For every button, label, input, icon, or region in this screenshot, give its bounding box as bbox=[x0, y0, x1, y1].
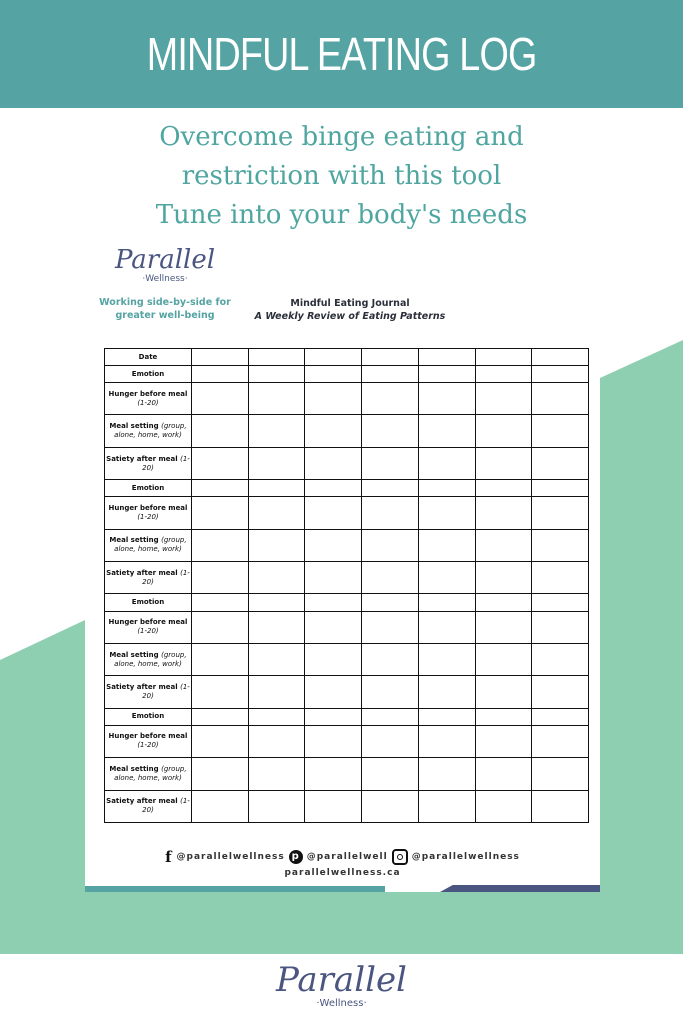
table-row bbox=[105, 758, 589, 790]
log-cell[interactable] bbox=[362, 708, 419, 725]
subtitle-line-3: Tune into your body's needs bbox=[155, 200, 528, 230]
row-label bbox=[105, 790, 192, 822]
log-cell[interactable] bbox=[248, 758, 305, 790]
row-label-text: Meal setting bbox=[109, 650, 159, 659]
log-cell[interactable] bbox=[532, 594, 589, 611]
table-row bbox=[105, 594, 589, 611]
log-cell[interactable] bbox=[248, 383, 305, 415]
row-label-note: (1-20) bbox=[137, 513, 159, 521]
log-cell[interactable] bbox=[305, 349, 362, 366]
log-cell[interactable] bbox=[418, 480, 475, 497]
log-cell[interactable] bbox=[362, 594, 419, 611]
log-cell[interactable] bbox=[305, 415, 362, 447]
log-cell[interactable] bbox=[192, 366, 249, 383]
log-cell[interactable] bbox=[532, 643, 589, 675]
log-cell[interactable] bbox=[532, 708, 589, 725]
log-cell[interactable] bbox=[192, 611, 249, 643]
bottom-logo-name: Parallel bbox=[276, 960, 407, 1000]
log-cell[interactable] bbox=[192, 676, 249, 708]
table-row bbox=[105, 366, 589, 383]
log-cell[interactable] bbox=[248, 480, 305, 497]
log-cell[interactable] bbox=[192, 758, 249, 790]
log-cell[interactable] bbox=[248, 676, 305, 708]
log-cell[interactable] bbox=[362, 349, 419, 366]
log-cell[interactable] bbox=[362, 480, 419, 497]
log-cell[interactable] bbox=[248, 366, 305, 383]
row-label bbox=[105, 366, 192, 383]
row-label-note: (1-20) bbox=[137, 627, 159, 636]
table-row bbox=[105, 497, 589, 529]
log-cell[interactable] bbox=[305, 708, 362, 725]
log-cell[interactable] bbox=[305, 790, 362, 822]
log-cell[interactable] bbox=[475, 708, 532, 725]
table-row bbox=[105, 611, 589, 643]
log-cell[interactable] bbox=[362, 676, 419, 708]
table-row bbox=[105, 790, 589, 822]
row-label bbox=[105, 349, 192, 366]
sheet-logo-name: Parallel bbox=[114, 245, 216, 275]
row-label bbox=[105, 480, 192, 497]
log-cell[interactable] bbox=[248, 611, 305, 643]
sheet-logo bbox=[100, 246, 230, 284]
log-cell[interactable] bbox=[305, 676, 362, 708]
log-cell[interactable] bbox=[418, 676, 475, 708]
log-cell[interactable] bbox=[475, 676, 532, 708]
table-row bbox=[105, 480, 589, 497]
row-label-note: (group, alone, home, work) bbox=[114, 536, 187, 554]
log-cell[interactable] bbox=[192, 643, 249, 675]
log-cell[interactable] bbox=[248, 349, 305, 366]
row-label bbox=[105, 643, 192, 675]
facebook-icon: f bbox=[165, 848, 173, 866]
page-title: MINDFUL EATING LOG bbox=[146, 28, 537, 80]
log-cell[interactable] bbox=[362, 758, 419, 790]
tagline-line-2: greater well-being bbox=[115, 310, 215, 321]
subtitle-line-1: Overcome binge eating and bbox=[159, 122, 524, 152]
log-cell[interactable] bbox=[192, 725, 249, 757]
log-cell[interactable] bbox=[418, 529, 475, 561]
table-row bbox=[105, 676, 589, 708]
log-cell[interactable] bbox=[362, 497, 419, 529]
log-cell[interactable] bbox=[475, 643, 532, 675]
log-cell[interactable] bbox=[475, 349, 532, 366]
instagram-handle: @parallelwellness bbox=[411, 852, 520, 862]
log-cell[interactable] bbox=[248, 790, 305, 822]
log-cell[interactable] bbox=[418, 758, 475, 790]
log-cell[interactable] bbox=[362, 366, 419, 383]
log-cell[interactable] bbox=[532, 383, 589, 415]
log-cell[interactable] bbox=[475, 383, 532, 415]
log-cell[interactable] bbox=[532, 415, 589, 447]
log-cell[interactable] bbox=[418, 383, 475, 415]
log-cell[interactable] bbox=[305, 480, 362, 497]
row-label-text: Emotion bbox=[131, 712, 165, 721]
log-cell[interactable] bbox=[192, 790, 249, 822]
log-cell[interactable] bbox=[475, 611, 532, 643]
row-label-note: (1-20) bbox=[137, 398, 159, 407]
row-label bbox=[105, 758, 192, 790]
log-cell[interactable] bbox=[418, 447, 475, 479]
log-cell[interactable] bbox=[362, 562, 419, 594]
row-label-text: Satiety after meal bbox=[106, 454, 178, 463]
row-label-text: Emotion bbox=[131, 369, 165, 378]
row-label bbox=[105, 529, 192, 561]
log-cell[interactable] bbox=[532, 725, 589, 757]
log-cell[interactable] bbox=[475, 366, 532, 383]
log-cell[interactable] bbox=[475, 447, 532, 479]
table-row bbox=[105, 643, 589, 675]
log-cell[interactable] bbox=[305, 643, 362, 675]
log-cell[interactable] bbox=[532, 497, 589, 529]
table-row bbox=[105, 529, 589, 561]
log-cell[interactable] bbox=[418, 349, 475, 366]
log-cell[interactable] bbox=[362, 790, 419, 822]
row-label bbox=[105, 611, 192, 643]
row-label bbox=[105, 708, 192, 725]
subtitle-line-2: restriction with this tool bbox=[181, 161, 502, 191]
log-cell[interactable] bbox=[192, 349, 249, 366]
navy-stripe bbox=[440, 885, 600, 892]
log-cell[interactable] bbox=[418, 594, 475, 611]
log-cell[interactable] bbox=[418, 725, 475, 757]
facebook-handle: @parallelwellness bbox=[176, 852, 285, 862]
log-cell[interactable] bbox=[418, 562, 475, 594]
row-label-text: Hunger before meal bbox=[108, 504, 188, 512]
eating-log-table bbox=[104, 348, 589, 823]
row-label-text: Meal setting bbox=[109, 764, 159, 773]
table-row bbox=[105, 708, 589, 725]
log-cell[interactable] bbox=[192, 594, 249, 611]
log-cell[interactable] bbox=[362, 529, 419, 561]
table-row bbox=[105, 415, 589, 447]
row-label bbox=[105, 562, 192, 594]
log-cell[interactable] bbox=[192, 447, 249, 479]
row-label bbox=[105, 594, 192, 611]
log-cell[interactable] bbox=[475, 725, 532, 757]
log-cell[interactable] bbox=[305, 447, 362, 479]
log-cell[interactable] bbox=[248, 708, 305, 725]
table-row bbox=[105, 349, 589, 366]
row-label-note: (1-20) bbox=[142, 683, 190, 700]
log-cell[interactable] bbox=[418, 643, 475, 675]
log-cell[interactable] bbox=[248, 594, 305, 611]
row-label-text: Hunger before meal bbox=[108, 389, 188, 398]
log-cell[interactable] bbox=[475, 562, 532, 594]
log-cell[interactable] bbox=[532, 611, 589, 643]
log-cell[interactable] bbox=[362, 643, 419, 675]
row-label bbox=[105, 383, 192, 415]
log-cell[interactable] bbox=[418, 790, 475, 822]
row-label-text: Satiety after meal bbox=[106, 683, 178, 691]
log-cell[interactable] bbox=[192, 415, 249, 447]
log-cell[interactable] bbox=[305, 529, 362, 561]
log-cell[interactable] bbox=[475, 480, 532, 497]
log-cell[interactable] bbox=[475, 529, 532, 561]
log-cell[interactable] bbox=[305, 611, 362, 643]
sheet-tagline bbox=[85, 296, 245, 322]
log-cell[interactable] bbox=[532, 349, 589, 366]
log-cell[interactable] bbox=[192, 708, 249, 725]
row-label-text: Emotion bbox=[131, 483, 165, 492]
log-cell[interactable] bbox=[532, 529, 589, 561]
log-cell[interactable] bbox=[418, 415, 475, 447]
log-cell[interactable] bbox=[532, 447, 589, 479]
sheet-logo-sub: ·Wellness· bbox=[142, 274, 188, 284]
website-url: parallelwellness.ca bbox=[284, 868, 401, 878]
log-cell[interactable] bbox=[475, 594, 532, 611]
row-label-text: Meal setting bbox=[109, 536, 159, 545]
row-label-text: Date bbox=[138, 352, 158, 361]
log-cell[interactable] bbox=[305, 383, 362, 415]
table-row bbox=[105, 447, 589, 479]
pinterest-icon: p bbox=[289, 850, 303, 864]
log-cell[interactable] bbox=[418, 366, 475, 383]
table-row bbox=[105, 725, 589, 757]
bottom-logo bbox=[270, 962, 413, 1009]
log-cell[interactable] bbox=[248, 415, 305, 447]
log-cell[interactable] bbox=[248, 562, 305, 594]
row-label-note: (group, alone, home, work) bbox=[114, 764, 187, 782]
log-cell[interactable] bbox=[192, 383, 249, 415]
log-cell[interactable] bbox=[305, 562, 362, 594]
log-cell[interactable] bbox=[362, 447, 419, 479]
title-banner bbox=[0, 0, 683, 108]
row-label-text: Meal setting bbox=[109, 422, 159, 431]
log-cell[interactable] bbox=[248, 529, 305, 561]
log-cell[interactable] bbox=[192, 497, 249, 529]
row-label bbox=[105, 415, 192, 447]
instagram-icon bbox=[392, 849, 408, 865]
log-cell[interactable] bbox=[532, 562, 589, 594]
log-cell[interactable] bbox=[192, 480, 249, 497]
log-cell[interactable] bbox=[192, 529, 249, 561]
row-label bbox=[105, 447, 192, 479]
log-cell[interactable] bbox=[418, 611, 475, 643]
log-cell[interactable] bbox=[532, 758, 589, 790]
journal-heading bbox=[240, 297, 460, 323]
log-cell[interactable] bbox=[305, 366, 362, 383]
tagline-line-1: Working side-by-side for bbox=[99, 297, 231, 308]
row-label-note: (1-20) bbox=[142, 454, 190, 472]
log-cell[interactable] bbox=[248, 725, 305, 757]
log-cell[interactable] bbox=[418, 708, 475, 725]
log-cell[interactable] bbox=[532, 790, 589, 822]
teal-stripe bbox=[85, 886, 385, 892]
log-cell[interactable] bbox=[305, 758, 362, 790]
bottom-logo-sub: ·Wellness· bbox=[316, 998, 367, 1009]
log-cell[interactable] bbox=[475, 758, 532, 790]
log-cell[interactable] bbox=[362, 725, 419, 757]
log-cell[interactable] bbox=[248, 643, 305, 675]
row-label-note: (group, alone, home, work) bbox=[114, 650, 187, 668]
log-cell[interactable] bbox=[305, 594, 362, 611]
log-cell[interactable] bbox=[305, 725, 362, 757]
log-cell[interactable] bbox=[532, 366, 589, 383]
log-cell[interactable] bbox=[362, 383, 419, 415]
log-cell[interactable] bbox=[248, 497, 305, 529]
row-label-text: Hunger before meal bbox=[108, 732, 188, 741]
log-cell[interactable] bbox=[475, 790, 532, 822]
row-label bbox=[105, 497, 192, 529]
journal-subtitle: A Weekly Review of Eating Patterns bbox=[254, 311, 446, 322]
row-label-note: (1-20) bbox=[142, 568, 190, 586]
log-cell[interactable] bbox=[475, 415, 532, 447]
log-cell[interactable] bbox=[532, 676, 589, 708]
row-label bbox=[105, 725, 192, 757]
row-label-text: Hunger before meal bbox=[108, 618, 188, 627]
log-cell[interactable] bbox=[192, 562, 249, 594]
log-cell[interactable] bbox=[475, 497, 532, 529]
social-footer bbox=[85, 848, 600, 878]
row-label-note: (1-20) bbox=[137, 741, 159, 750]
row-label-note: (group, alone, home, work) bbox=[114, 422, 187, 440]
log-cell[interactable] bbox=[418, 497, 475, 529]
row-label bbox=[105, 676, 192, 708]
pinterest-handle: @parallelwell bbox=[306, 852, 388, 862]
row-label-note: (1-20) bbox=[142, 797, 190, 815]
log-cell[interactable] bbox=[305, 497, 362, 529]
table-row bbox=[105, 383, 589, 415]
row-label-text: Emotion bbox=[131, 598, 165, 606]
log-cell[interactable] bbox=[248, 447, 305, 479]
log-cell[interactable] bbox=[532, 480, 589, 497]
subtitle bbox=[0, 118, 683, 235]
table-row bbox=[105, 562, 589, 594]
row-label-text: Satiety after meal bbox=[106, 797, 178, 806]
log-cell[interactable] bbox=[362, 611, 419, 643]
log-cell[interactable] bbox=[362, 415, 419, 447]
journal-title: Mindful Eating Journal bbox=[290, 298, 410, 309]
row-label-text: Satiety after meal bbox=[106, 568, 178, 577]
